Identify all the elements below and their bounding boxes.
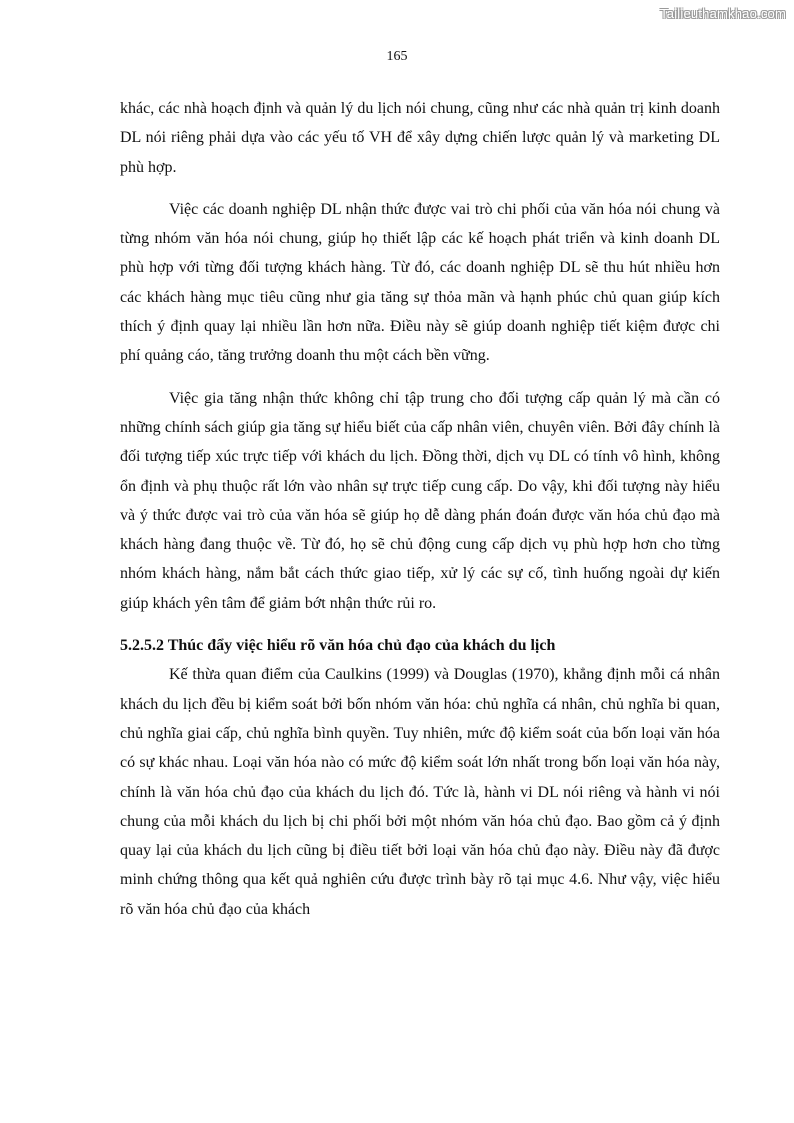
section-heading: 5.2.5.2 Thúc đẩy việc hiểu rõ văn hóa chủ đạo của khách du lịch [120, 637, 556, 655]
paragraph-staff-awareness: Việc gia tăng nhận thức không chỉ tập trung cho đối tượng cấp quản lý mà cần có những chính sách giúp gia tăng sự hiểu biết của cấp nhân viên, chuyên viên. Bởi đây chính là đối tượng tiếp xúc trực tiếp với khách du lịch. Đồng thời, dịch vụ DL có tính vô hình, không ổn định và phụ thuộc rất lớn vào nhân sự trực tiếp cung cấp. Do vậy, khi đối tượng này hiểu và ý thức được vai trò của văn hóa sẽ giúp họ dễ dàng phán đoán được văn hóa chủ đạo mà khách hàng đang thuộc về. Từ đó, họ sẽ chủ động cung cấp dịch vụ phù hợp hơn cho từng nhóm khách hàng, nắm bắt cách thức giao tiếp, xử lý các sự cố, tình huống ngoài dự kiến giúp khách yên tâm để giảm bớt nhận thức rủi ro. [120, 389, 720, 612]
watermark: Tailieuthamkhao.com [660, 6, 786, 21]
document-body [120, 94, 720, 924]
paragraph-dominant-culture: Kế thừa quan điểm của Caulkins (1999) và Douglas (1970), khẳng định mỗi cá nhân khách du lịch đều bị kiểm soát bởi bốn nhóm văn hóa: chủ nghĩa cá nhân, chủ nghĩa bi quan, chủ nghĩa giai cấp, chủ nghĩa bình quyền. Tuy nhiên, mức độ kiểm soát của bốn loại văn hóa có sự khác nhau. Loại văn hóa nào có mức độ kiểm soát lớn nhất trong bốn loại văn hóa này, chính là văn hóa chủ đạo của khách du lịch đó. Tức là, hành vi DL nói riêng và hành vi nói chung của mỗi khách du lịch bị chi phối bởi một nhóm văn hóa chủ đạo. Bao gồm cả ý định quay lại của khách du lịch cũng bị điều tiết bởi loại văn hóa chủ đạo này. Điều này đã được minh chứng thông qua kết quả nghiên cứu được trình bày rõ tại mục 4.6. Như vậy, việc hiểu rõ văn hóa chủ đạo của khách [120, 666, 720, 918]
paragraph-continuation: khác, các nhà hoạch định và quản lý du lịch nói chung, cũng như các nhà quản trị kinh doanh DL nói riêng phải dựa vào các yếu tố VH để xây dựng chiến lược quản lý và marketing DL phù hợp. [120, 100, 720, 176]
paragraph-business-awareness: Việc các doanh nghiệp DL nhận thức được vai trò chi phối của văn hóa nói chung và từng nhóm văn hóa nói chung, giúp họ thiết lập các kế hoạch phát triển và kinh doanh DL phù hợp với từng đối tượng khách hàng. Từ đó, các doanh nghiệp DL sẽ thu hút nhiều hơn các khách hàng mục tiêu cũng như gia tăng sự thỏa mãn và hạnh phúc chủ quan giúp kích thích ý định quay lại nhiều lần hơn nữa. Điều này sẽ giúp doanh nghiệp tiết kiệm được chi phí quảng cáo, tăng trưởng doanh thu một cách bền vững. [120, 200, 720, 365]
page-number: 165 [386, 49, 408, 64]
